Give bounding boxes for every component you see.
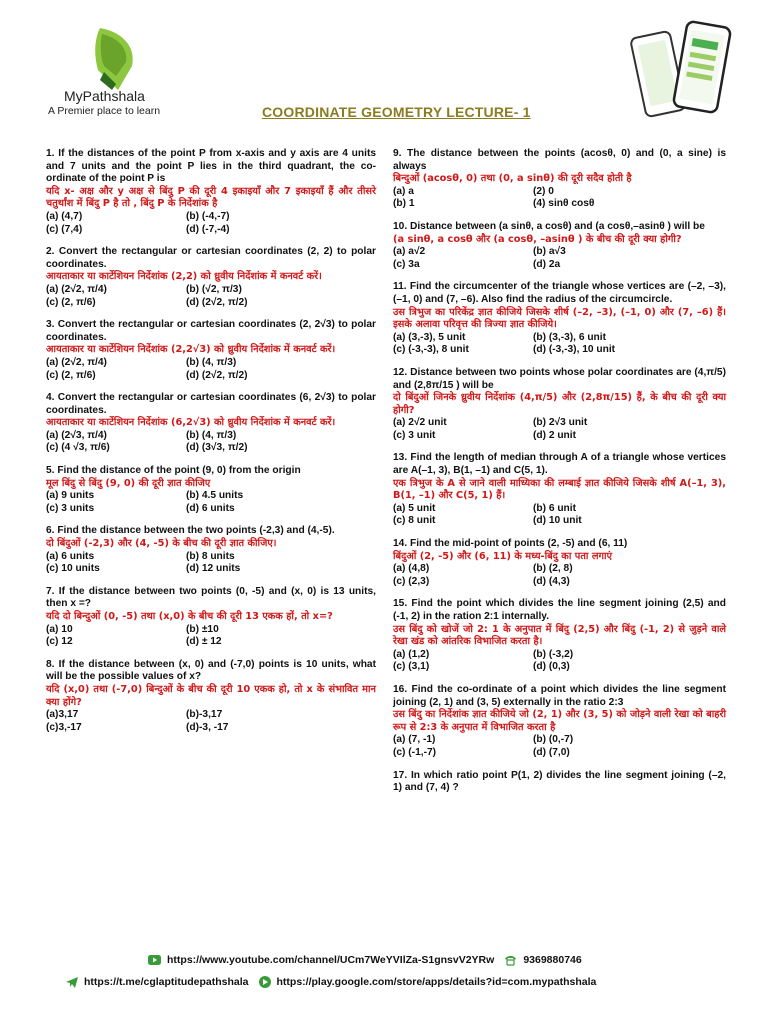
answer-option: (b) (-3,2) xyxy=(533,648,574,660)
answer-options xyxy=(46,357,376,382)
page-header xyxy=(0,0,768,128)
answer-option: (d) (-7,-4) xyxy=(186,223,230,235)
questions-right-column xyxy=(393,148,726,805)
answer-options xyxy=(46,624,376,649)
question-item xyxy=(393,598,726,674)
answer-option: (c) (2,3) xyxy=(393,575,430,587)
answer-option: (c) 10 units xyxy=(46,563,100,575)
question-item xyxy=(46,246,376,309)
question-item xyxy=(46,148,376,236)
play-store-icon xyxy=(259,976,271,988)
answer-option: (a) (2√2, π/4) xyxy=(46,283,107,295)
question-item xyxy=(393,367,726,443)
answer-option: (b) (4, π/3) xyxy=(186,356,237,368)
question-text-hindi: यदि x- अक्ष और y अक्ष से बिंदु P की दूरी 4 इकाइयाँ और 7 इकाइयाँ हैं और तीसरे चतुर्थांश में बिंदु P है तो , बिंदु P के निर्देशांक है xyxy=(46,185,376,210)
answer-option: (d) ± 12 xyxy=(186,636,222,648)
answer-options xyxy=(393,649,726,674)
question-item xyxy=(393,281,726,357)
answer-option: (c) (7,4) xyxy=(46,223,83,235)
answer-options xyxy=(46,490,376,515)
question-item xyxy=(46,465,376,515)
question-item xyxy=(46,525,376,575)
answer-option: (c) (3,1) xyxy=(393,661,430,673)
answer-option: (a) (7, -1) xyxy=(393,734,436,746)
question-item xyxy=(393,770,726,795)
answer-options xyxy=(393,734,726,759)
answer-options xyxy=(393,503,726,528)
answer-option: (a) a xyxy=(393,185,414,197)
question-text-english: 6. Find the distance between the two points (-2,3) and (4,-5). xyxy=(46,525,335,537)
answer-option: (b) (3,-3), 6 unit xyxy=(533,331,607,343)
answer-options xyxy=(46,709,376,734)
question-item xyxy=(46,586,376,649)
answer-option: (d) (3√3, π/2) xyxy=(186,442,248,454)
question-text-english: 16. Find the co-ordinate of a point which divides the line segment joining (2, 1) and (3, 5) externally in the ratio 2:3 xyxy=(393,683,726,708)
answer-option: (d) (4,3) xyxy=(533,575,570,587)
answer-options xyxy=(46,551,376,576)
question-text-english: 17. In which ratio point P(1, 2) divides the line segment joining (–2, 1) and (7, 4) ? xyxy=(393,769,726,794)
answer-option: (b) 8 units xyxy=(186,550,235,562)
telegram-link[interactable]: https://t.me/cglaptitudepathshala xyxy=(84,976,249,988)
answer-option: (a) 2√2 unit xyxy=(393,417,447,429)
answer-option: (c) 3 units xyxy=(46,502,95,514)
question-text-hindi: बिन्दुओं (acosθ, 0) तथा (0, a sinθ) की दूरी सदैव होती है xyxy=(393,173,632,185)
answer-option: (4) sinθ cosθ xyxy=(533,198,595,210)
answer-option: (c)3,-17 xyxy=(46,721,82,733)
answer-option: (b) 4.5 units xyxy=(186,490,244,502)
answer-options xyxy=(393,417,726,442)
answer-option: (b) (0,-7) xyxy=(533,734,574,746)
question-text-english: 11. Find the circumcenter of the triangle whose vertices are (–2, –3), (–1, 0) and (7, –6). Also find the radius of the circumcircle. xyxy=(393,281,726,305)
pencil-logo-icon xyxy=(92,26,138,92)
answer-option: (d) 2a xyxy=(533,258,561,270)
play-store-link[interactable]: https://play.google.com/store/apps/details?id=com.mypathshala xyxy=(276,976,597,988)
question-text-hindi: आयताकार या कार्टेशियन निर्देशांक (2,2√3) को ध्रुवीय निर्देशांक में कनवर्ट करें। xyxy=(46,344,336,356)
question-text-hindi: दो बिंदुओं जिनके ध्रुवीय निर्देशांक (4,π/5) और (2,8π/15) हैं, के बीच की दूरी क्या होगी? xyxy=(393,392,726,416)
question-item xyxy=(46,392,376,455)
answer-option: (d)-3, -17 xyxy=(186,721,229,733)
page-title: COORDINATE GEOMETRY LECTURE- 1 xyxy=(262,104,531,120)
answer-option: (b) (√2, π/3) xyxy=(186,283,242,295)
answer-option: (a) (2√2, π/4) xyxy=(46,356,107,368)
answer-option: (d) 2 unit xyxy=(533,429,577,441)
answer-option: (2) 0 xyxy=(533,185,554,197)
answer-options xyxy=(46,211,376,236)
question-text-hindi: उस त्रिभुज का परिकेंद्र ज्ञात कीजिये जिसके शीर्ष (–2, –3), (–1, 0) और (7, –6) हैं। इसके अलावा परिवृत्त की त्रिज्या ज्ञात कीजिये। xyxy=(393,306,726,331)
question-item xyxy=(393,538,726,588)
answer-option: (b) 2√3 unit xyxy=(533,417,588,429)
answer-option: (d) (0,3) xyxy=(533,661,570,673)
question-text-english: 3. Convert the rectangular or cartesian coordinates (2, 2√3) to polar coordinates. xyxy=(46,319,376,343)
question-text-english: 12. Distance between two points whose polar coordinates are (4,π/5) and (2,8π/15 ) will be xyxy=(393,366,726,391)
question-text-hindi: आयताकार या कार्टेशियन निर्देशांक (2,2) को ध्रुवीय निर्देशांक में कनवर्ट करें। xyxy=(46,271,322,283)
answer-options xyxy=(46,430,376,455)
question-text-hindi: आयताकार या कार्टेशियन निर्देशांक (6,2√3) को ध्रुवीय निर्देशांक में कनवर्ट करें। xyxy=(46,417,336,429)
answer-option: (d) (2√2, π/2) xyxy=(186,296,248,308)
answer-option: (b) ±10 xyxy=(186,623,219,635)
question-text-english: 10. Distance between (a sinθ, a cosθ) and (a cosθ,–asinθ ) will be xyxy=(393,220,705,232)
answer-option: (d) 10 unit xyxy=(533,515,582,527)
answer-option: (a) 10 xyxy=(46,623,73,635)
answer-option: (c) (4 √3, π/6) xyxy=(46,442,110,454)
question-text-english: 14. Find the mid-point of points (2, -5) and (6, 11) xyxy=(393,538,628,550)
questions-left-column xyxy=(46,148,376,744)
answer-option: (b) (-4,-7) xyxy=(186,210,230,222)
answer-option: (a) 5 unit xyxy=(393,502,436,514)
answer-option: (c) 3 unit xyxy=(393,429,436,441)
answer-option: (a) (2√3, π/4) xyxy=(46,429,107,441)
answer-option: (c) (2, π/6) xyxy=(46,369,96,381)
answer-option: (d) 12 units xyxy=(186,563,241,575)
brand-name: MyPathshala xyxy=(64,88,145,104)
question-text-english: 8. If the distance between (x, 0) and (-7,0) points is 10 units, what will be the possible values of x? xyxy=(46,658,376,683)
brand-tagline: A Premier place to learn xyxy=(48,105,161,117)
answer-option: (d) (7,0) xyxy=(533,746,570,758)
question-item xyxy=(393,221,726,271)
question-text-english: 5. Find the distance of the point (9, 0) from the origin xyxy=(46,465,301,477)
answer-option: (b) 1 xyxy=(393,198,415,210)
answer-option: (c) 8 unit xyxy=(393,515,436,527)
answer-options xyxy=(393,563,726,588)
question-text-hindi: यदि दो बिन्दुओं (0, -5) तथा (x,0) के बीच की दूरी 13 एकक हों, तो x=? xyxy=(46,611,333,622)
answer-option: (a) (1,2) xyxy=(393,648,430,660)
question-item xyxy=(46,319,376,382)
telegram-icon xyxy=(66,977,78,988)
answer-options xyxy=(46,284,376,309)
answer-option: (c) (2, π/6) xyxy=(46,296,96,308)
answer-option: (b) (4, π/3) xyxy=(186,429,237,441)
phone-icon xyxy=(504,955,517,966)
question-text-hindi: यदि (x,0) तथा (-7,0) बिन्दुओं के बीच की दूरी 10 एकक हो, तो x के संभावित मान क्या होंगे? xyxy=(46,683,376,708)
answer-option: (a) (4,7) xyxy=(46,210,83,222)
question-text-english: 2. Convert the rectangular or cartesian coordinates (2, 2) to polar coordinates. xyxy=(46,246,376,270)
answer-option: (a) (4,8) xyxy=(393,563,430,575)
question-text-hindi: दो बिंदुओं (-2,3) और (4, -5) के बीच की दूरी ज्ञात कीजिए। xyxy=(46,538,277,550)
answer-options xyxy=(393,332,726,357)
answer-option: (b) (2, 8) xyxy=(533,563,573,575)
question-text-english: 7. If the distance between two points (0, -5) and (x, 0) is 13 units, then x =? xyxy=(46,585,376,610)
question-text-english: 9. The distance between the points (acosθ, 0) and (0, a sine) is always xyxy=(393,148,726,172)
answer-option: (b)-3,17 xyxy=(186,709,223,721)
answer-options xyxy=(393,246,726,271)
answer-option: (c) (-1,-7) xyxy=(393,746,437,758)
phone-number[interactable]: 9369880746 xyxy=(523,954,582,966)
answer-option: (c) 3a xyxy=(393,258,420,270)
youtube-link[interactable]: https://www.youtube.com/channel/UCm7WeYVIlZa-S1gnsvV2YRw xyxy=(167,954,495,966)
answer-option: (a) 6 units xyxy=(46,550,95,562)
question-text-hindi: उस बिंदु का निर्देशांक ज्ञात कीजिये जो (2, 1) और (3, 5) को जोड़ने वाली रेखा को बाहरी रूप से 2:3 के अनुपात में विभाजित करता है xyxy=(393,709,726,733)
answer-option: (a) 9 units xyxy=(46,490,95,502)
question-text-english: 1. If the distances of the point P from x-axis and y axis are 4 units and 7 units and the point P lies in the third quadrant, the co-ordinate of the point P is xyxy=(46,148,376,185)
youtube-icon xyxy=(148,955,161,965)
app-phones-illustration-icon xyxy=(630,20,740,120)
answer-options xyxy=(393,186,726,211)
answer-option: (a)3,17 xyxy=(46,709,79,721)
answer-option: (c) (-3,-3), 8 unit xyxy=(393,344,469,356)
answer-option: (d) (-3,-3), 10 unit xyxy=(533,344,616,356)
question-text-english: 15. Find the point which divides the line segment joining (2,5) and (-1, 2) in the ration 2:1 internally. xyxy=(393,598,726,622)
question-text-hindi: उस बिंदु को खोजें जो 2: 1 के अनुपात में बिंदु (2,5) और बिंदु (-1, 2) से जुड़ने वाले रेखा खंड को आंतरिक विभाजित करता है। xyxy=(393,623,726,648)
question-text-hindi: (a sinθ, a cosθ और (a cosθ, –asinθ ) के बीच की दूरी क्या होगी? xyxy=(393,233,682,245)
answer-option: (b) 6 unit xyxy=(533,502,577,514)
answer-option: (d) 6 units xyxy=(186,502,235,514)
answer-option: (a) (3,-3), 5 unit xyxy=(393,331,466,343)
question-item xyxy=(393,148,726,211)
answer-option: (d) (2√2, π/2) xyxy=(186,369,248,381)
answer-option: (a) a√2 xyxy=(393,246,426,258)
question-text-hindi: एक त्रिभुज के A से जाने वाली माध्यिका की लम्बाई ज्ञात कीजिये जिसके शीर्ष A(–1, 3), B(1, –1) और C(5, 1) हैं। xyxy=(393,477,726,502)
question-text-hindi: बिंदुओं (2, -5) और (6, 11) के मध्य-बिंदु का पता लगाएं xyxy=(393,550,612,562)
question-text-english: 4. Convert the rectangular or cartesian coordinates (6, 2√3) to polar coordinates. xyxy=(46,392,376,416)
question-item xyxy=(46,659,376,735)
question-text-hindi: मूल बिंदु से बिंदु (9, 0) की दूरी ज्ञात कीजिए xyxy=(46,477,211,489)
answer-option: (b) a√3 xyxy=(533,246,566,258)
question-text-english: 13. Find the length of median through A of a triangle whose vertices are A(–1, 3), B(1, –1) and C(5, 1). xyxy=(393,452,726,477)
question-item xyxy=(393,684,726,760)
answer-option: (c) 12 xyxy=(46,636,73,648)
question-item xyxy=(393,452,726,528)
